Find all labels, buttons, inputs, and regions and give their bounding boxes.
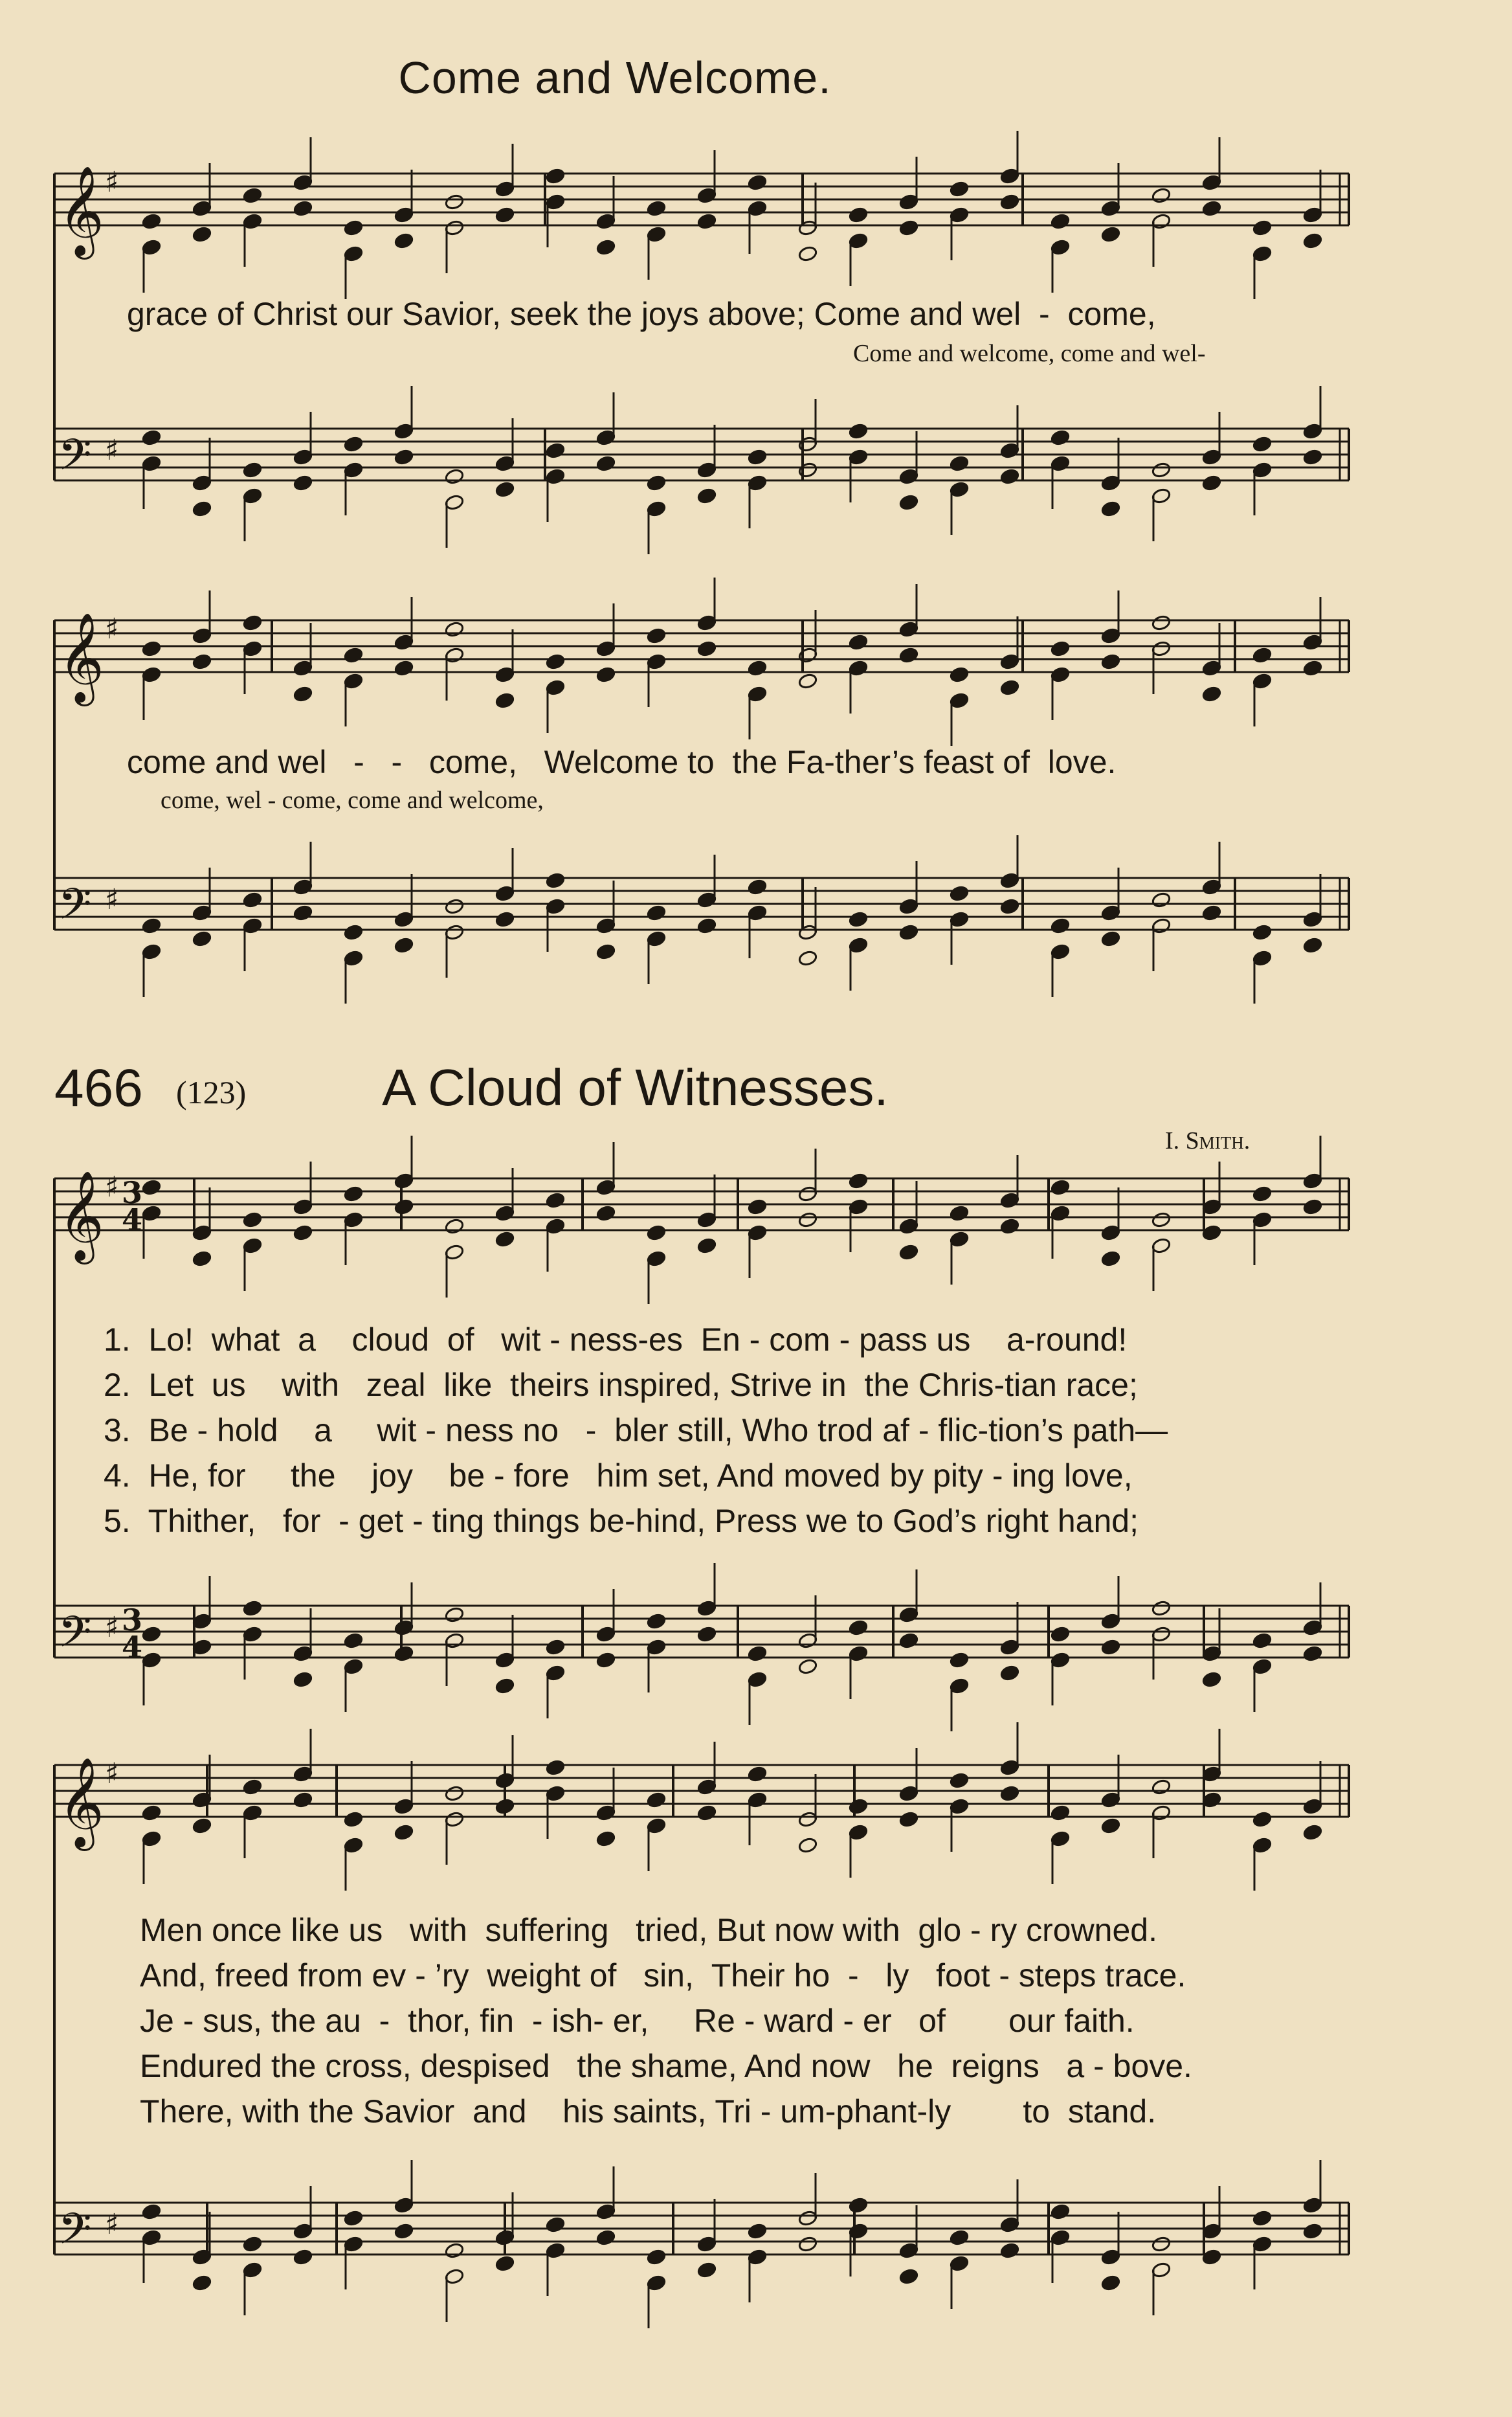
note-head — [1202, 905, 1222, 921]
note-head — [1303, 449, 1323, 466]
note-head — [495, 692, 515, 709]
clef-icon: 𝄞 — [58, 166, 104, 256]
alto-lyric-line: Come and welcome, come and wel- — [853, 340, 1206, 367]
note-head — [899, 1632, 919, 1649]
note-head — [142, 213, 162, 230]
note-head — [950, 666, 970, 683]
note-head — [546, 168, 566, 185]
sharp-icon: ♯ — [105, 1171, 119, 1204]
note-head — [1000, 468, 1020, 485]
note-head — [647, 1792, 667, 1808]
note-head — [1051, 1626, 1071, 1643]
note-head — [495, 207, 515, 223]
note-head — [445, 621, 465, 638]
note-head — [445, 2242, 465, 2259]
note-head — [1101, 1250, 1121, 1267]
note-head — [243, 2236, 263, 2253]
note-head — [495, 1231, 515, 1248]
clef-icon: 𝄞 — [58, 1757, 104, 1847]
note-head — [192, 226, 212, 243]
note-head — [546, 1759, 566, 1776]
verse-3-part-1: 3. Be - hold a wit - ness no - bler still, Who trod af - flic-tion’s path— — [104, 1412, 1168, 1448]
note-head — [445, 1218, 465, 1235]
verse-2-part-1: 2. Let us with zeal like theirs inspired, Strive in the Chris-tian race; — [104, 1367, 1138, 1403]
note-head — [849, 1173, 869, 1189]
note-head — [445, 194, 465, 210]
note-head — [394, 449, 414, 466]
note-head — [192, 2275, 212, 2291]
note-head — [748, 174, 768, 191]
note-head — [546, 2216, 566, 2233]
note-head — [849, 2197, 869, 2214]
note-head — [798, 462, 818, 478]
verse-1-part-1: 1. Lo! what a cloud of wit - ness-es En - com - pass us a-round! — [104, 1321, 1128, 1358]
note-head — [950, 455, 970, 472]
note-head — [142, 640, 162, 657]
note-head — [798, 245, 818, 262]
note-head — [1202, 686, 1222, 703]
note-head — [899, 1244, 919, 1261]
verse-2-part-2: And, freed from ev - ’ry weight of sin, Their ho - ly foot - steps trace. — [140, 1957, 1186, 1994]
note-head — [243, 462, 263, 478]
note-head — [697, 1626, 717, 1643]
note-head — [849, 1619, 869, 1636]
time-signature-icon: 4 — [122, 1202, 143, 1237]
note-head — [293, 475, 313, 491]
lyric-line: grace of Christ our Savior, seek the joys above; Come and wel - come, — [127, 296, 1156, 332]
note-head — [344, 1632, 364, 1649]
note-head — [899, 1811, 919, 1828]
note-head — [950, 1772, 970, 1789]
note-head — [899, 494, 919, 511]
note-head — [293, 200, 313, 217]
note-head — [1151, 1600, 1172, 1617]
note-head — [899, 647, 919, 664]
note-head — [899, 924, 919, 941]
note-head — [1000, 679, 1020, 696]
note-head — [596, 943, 616, 960]
note-head — [697, 488, 717, 504]
note-head — [192, 1817, 212, 1834]
time-signature-icon: 4 — [122, 1630, 143, 1665]
note-head — [1101, 1639, 1121, 1656]
note-head — [344, 2210, 364, 2227]
note-head — [495, 1798, 515, 1815]
note-head — [243, 1779, 263, 1795]
note-head — [546, 1192, 566, 1209]
note-head — [394, 1824, 414, 1841]
note-head — [394, 1198, 414, 1215]
note-head — [142, 917, 162, 934]
note-head — [1051, 2203, 1071, 2220]
note-head — [1101, 226, 1121, 243]
note-head — [596, 666, 616, 683]
sharp-icon: ♯ — [105, 613, 119, 646]
alto-lyric-line: come, wel - come, come and welcome, — [161, 787, 544, 814]
note-head — [1252, 924, 1273, 941]
note-head — [445, 1606, 465, 1623]
note-head — [1000, 194, 1020, 210]
note-head — [1151, 892, 1172, 908]
note-head — [1051, 917, 1071, 934]
note-head — [950, 2229, 970, 2246]
note-head — [445, 468, 465, 485]
note-head — [1303, 1198, 1323, 1215]
note-head — [344, 1811, 364, 1828]
clef-icon: 𝄢 — [58, 430, 92, 490]
note-head — [849, 911, 869, 928]
note-head — [950, 1205, 970, 1222]
note-head — [748, 1766, 768, 1782]
hymn-title-a-cloud-of-witnesses: A Cloud of Witnesses. — [382, 1059, 889, 1116]
note-head — [1151, 1211, 1172, 1228]
note-head — [849, 207, 869, 223]
verse-4-part-2: Endured the cross, despised the shame, And now he reigns a - bove. — [140, 2048, 1192, 2084]
note-head — [192, 930, 212, 947]
note-head — [546, 872, 566, 889]
note-head — [1252, 436, 1273, 453]
note-head — [293, 1792, 313, 1808]
note-head — [293, 1671, 313, 1688]
note-head — [495, 2255, 515, 2272]
note-head — [697, 1237, 717, 1254]
note-head — [344, 219, 364, 236]
note-head — [192, 653, 212, 670]
time-signature-icon: 3 — [122, 1175, 143, 1210]
note-head — [1101, 653, 1121, 670]
note-head — [1101, 2275, 1121, 2291]
verse-5-part-1: 5. Thither, for - get - ting things be-hind, Press we to God’s right hand; — [104, 1503, 1139, 1539]
note-head — [394, 1645, 414, 1662]
note-head — [344, 924, 364, 941]
note-head — [596, 2229, 616, 2246]
note-head — [849, 634, 869, 651]
note-head — [192, 1250, 212, 1267]
clef-icon: 𝄢 — [58, 1607, 92, 1667]
note-head — [243, 614, 263, 631]
note-head — [1303, 2223, 1323, 2240]
sharp-icon: ♯ — [105, 1611, 119, 1644]
note-head — [1202, 1671, 1222, 1688]
note-head — [546, 442, 566, 459]
note-head — [1000, 1785, 1020, 1802]
hymn-title-come-and-welcome: Come and Welcome. — [398, 52, 832, 103]
note-head — [293, 1224, 313, 1241]
note-head — [849, 423, 869, 440]
note-head — [1252, 2210, 1273, 2227]
note-head — [1151, 2236, 1172, 2253]
note-head — [1051, 429, 1071, 446]
note-head — [394, 660, 414, 677]
note-head — [1303, 232, 1323, 249]
sharp-icon: ♯ — [105, 166, 119, 199]
note-head — [950, 885, 970, 902]
note-head — [445, 898, 465, 915]
note-head — [1303, 1824, 1323, 1841]
note-head — [697, 917, 717, 934]
note-head — [647, 905, 667, 921]
note-head — [1051, 640, 1071, 657]
note-head — [293, 686, 313, 703]
time-signature-icon: 3 — [122, 1602, 143, 1637]
note-head — [748, 2223, 768, 2240]
clef-icon: 𝄞 — [58, 1171, 104, 1261]
note-head — [142, 1179, 162, 1196]
note-head — [142, 2203, 162, 2220]
sharp-icon: ♯ — [105, 883, 119, 916]
note-head — [1252, 1632, 1273, 1649]
note-head — [344, 436, 364, 453]
clef-icon: 𝄞 — [58, 613, 104, 703]
note-head — [596, 239, 616, 256]
note-head — [647, 200, 667, 217]
note-head — [1252, 647, 1273, 664]
note-head — [1051, 1804, 1071, 1821]
note-head — [344, 1186, 364, 1202]
note-head — [1000, 1218, 1020, 1235]
note-head — [950, 181, 970, 197]
note-head — [293, 905, 313, 921]
note-head — [697, 1804, 717, 1821]
note-head — [596, 1652, 616, 1669]
note-head — [546, 653, 566, 670]
note-head — [1051, 213, 1071, 230]
note-head — [1252, 1811, 1273, 1828]
note-head — [1303, 660, 1323, 677]
note-head — [142, 429, 162, 446]
note-head — [1252, 1186, 1273, 1202]
note-head — [647, 1613, 667, 1630]
note-head — [647, 1224, 667, 1241]
note-head — [1151, 462, 1172, 478]
note-head — [445, 1785, 465, 1802]
note-head — [748, 1645, 768, 1662]
note-head — [748, 449, 768, 466]
note-head — [495, 1678, 515, 1694]
verse-1-part-2: Men once like us with suffering tried, But now with glo - ry crowned. — [140, 1912, 1157, 1948]
note-head — [1202, 475, 1222, 491]
note-head — [798, 673, 818, 690]
note-head — [798, 1211, 818, 1228]
note-head — [495, 481, 515, 498]
note-head — [344, 647, 364, 664]
note-head — [1303, 1645, 1323, 1662]
verse-3-part-2: Je - sus, the au - thor, fin - ish- er, Re - ward - er of our faith. — [140, 2003, 1135, 2039]
note-head — [748, 879, 768, 895]
note-head — [1303, 937, 1323, 954]
hymn-alt-number: (123) — [176, 1074, 247, 1110]
note-head — [798, 2236, 818, 2253]
lyric-line: come and wel - - come, Welcome to the Fa-ther’s feast of love. — [127, 744, 1117, 780]
note-head — [1151, 1779, 1172, 1795]
note-head — [697, 2262, 717, 2278]
note-head — [748, 660, 768, 677]
note-head — [192, 500, 212, 517]
note-head — [243, 187, 263, 204]
note-head — [495, 911, 515, 928]
note-head — [1000, 1665, 1020, 1681]
verse-4-part-1: 4. He, for the joy be - fore him set, And moved by pity - ing love, — [104, 1457, 1133, 1494]
note-head — [748, 1198, 768, 1215]
sharp-icon: ♯ — [105, 434, 119, 467]
note-head — [1151, 187, 1172, 204]
note-head — [1000, 2242, 1020, 2259]
note-head — [647, 475, 667, 491]
composer-credit: I. Smith. — [1165, 1127, 1251, 1154]
note-head — [394, 2223, 414, 2240]
note-head — [1101, 500, 1121, 517]
note-head — [849, 1798, 869, 1815]
verse-5-part-2: There, with the Savior and his saints, Tri - um-phant-ly to stand. — [140, 2093, 1157, 2130]
note-head — [697, 213, 717, 230]
note-head — [243, 892, 263, 908]
clef-icon: 𝄢 — [58, 879, 92, 939]
note-head — [798, 1658, 818, 1675]
note-head — [899, 219, 919, 236]
note-head — [596, 455, 616, 472]
note-head — [950, 1652, 970, 1669]
note-head — [243, 1600, 263, 1617]
note-head — [142, 1626, 162, 1643]
sharp-icon: ♯ — [105, 1757, 119, 1790]
note-head — [394, 232, 414, 249]
note-head — [243, 1211, 263, 1228]
note-head — [1101, 1817, 1121, 1834]
note-head — [546, 1639, 566, 1656]
note-head — [1252, 219, 1273, 236]
note-head — [798, 1837, 818, 1854]
note-head — [1051, 1179, 1071, 1196]
note-head — [1202, 200, 1222, 217]
note-head — [142, 1804, 162, 1821]
note-head — [1151, 614, 1172, 631]
hymn-number: 466 — [54, 1059, 143, 1118]
note-head — [596, 1205, 616, 1222]
note-head — [1000, 898, 1020, 915]
note-head — [899, 2268, 919, 2285]
note-head — [394, 937, 414, 954]
note-head — [293, 2249, 313, 2265]
sharp-icon: ♯ — [105, 2208, 119, 2241]
note-head — [1101, 930, 1121, 947]
note-head — [697, 640, 717, 657]
note-head — [596, 1830, 616, 1847]
note-head — [647, 2249, 667, 2265]
note-head — [647, 627, 667, 644]
clef-icon: 𝄢 — [58, 2204, 92, 2264]
note-head — [798, 950, 818, 967]
